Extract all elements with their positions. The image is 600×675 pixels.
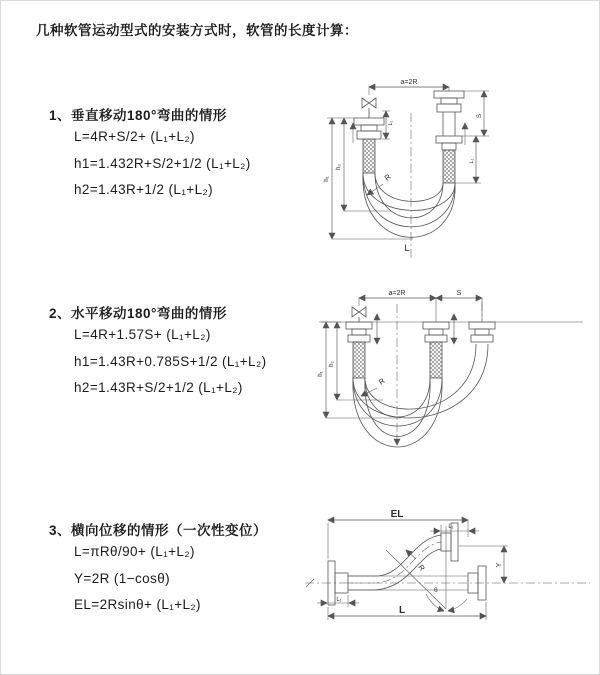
dim-l1-right-label: L₁ [469,158,475,164]
dim-y-label: Y [496,562,503,568]
valve-icon [362,98,376,118]
hose-u-bends [353,344,488,447]
formula-l: L=4R+1.57S+ (L₁+L₂) [74,327,211,342]
dim-h1-label: h₁ [318,371,324,377]
right-fitting [469,322,495,342]
section-vertical-travel [49,104,319,204]
section-horizontal-travel [49,302,319,402]
dim-h1-label: h₁ [324,176,330,182]
valve-icon [352,307,366,322]
right-fitting [434,91,464,183]
dim-h2-label: h₂ [329,361,335,367]
hose-displaced-position [348,535,441,590]
dim-l1-bottom-label: L₁ [336,597,342,603]
formula-h1: h1=1.432R+S/2+1/2 (L₁+L₂) [74,155,251,171]
radius-label: R [376,376,387,387]
section-3-heading: 3、横向位移的情形（一次性变位） [49,523,268,538]
length-label: L [398,605,406,616]
dim-el-label: EL [390,509,404,520]
dim-a-label: a=2R [388,290,406,297]
formula-y: Y=2R (1−cosθ) [74,570,170,586]
left-fitting [354,118,384,173]
formula-h2: h2=1.43R+S/2+1/2 (L₁+L₂) [74,380,243,395]
dim-a-label: a=2R [400,79,418,86]
section-lateral-displacement [49,519,319,619]
diagram-lateral-displacement [300,493,600,648]
diagram-horizontal-180-bend [311,284,591,454]
formula-h1: h1=1.43R+0.785S+1/2 (L₁+L₂) [74,353,267,369]
left-fitting [346,322,372,378]
middle-fitting [423,322,449,378]
dim-h2-label: h₂ [336,164,342,170]
hose-u-bends [363,173,455,237]
diagram-vertical-180-bend [313,71,583,266]
angle-theta-label: θ [434,587,438,594]
formula-h2: h2=1.43R+1/2 (L₁+L₂) [74,182,214,197]
formula-el: EL=2Rsinθ+ (L₁+L₂) [74,597,201,612]
radius-label: R [416,562,427,573]
formula-l: L=4R+S/2+ (L₁+L₂) [74,129,195,144]
length-label: L [404,243,410,254]
section-2-heading: 2、水平移动180°弯曲的情形 [49,306,227,321]
dim-s-label: S [456,290,462,297]
radius-label: R [382,172,393,183]
dim-l1-top-label: L₁ [448,524,454,530]
page-title: 几种软管运动型式的安装方式时，软管的长度计算： [36,23,358,38]
dim-s-label: S [476,113,483,119]
formula-l: L=πRθ/90+ (L₁+L₂) [74,544,195,559]
dim-l1-left-label: L₁ [388,120,394,126]
section-1-heading: 1、垂直移动180°弯曲的情形 [49,108,227,123]
